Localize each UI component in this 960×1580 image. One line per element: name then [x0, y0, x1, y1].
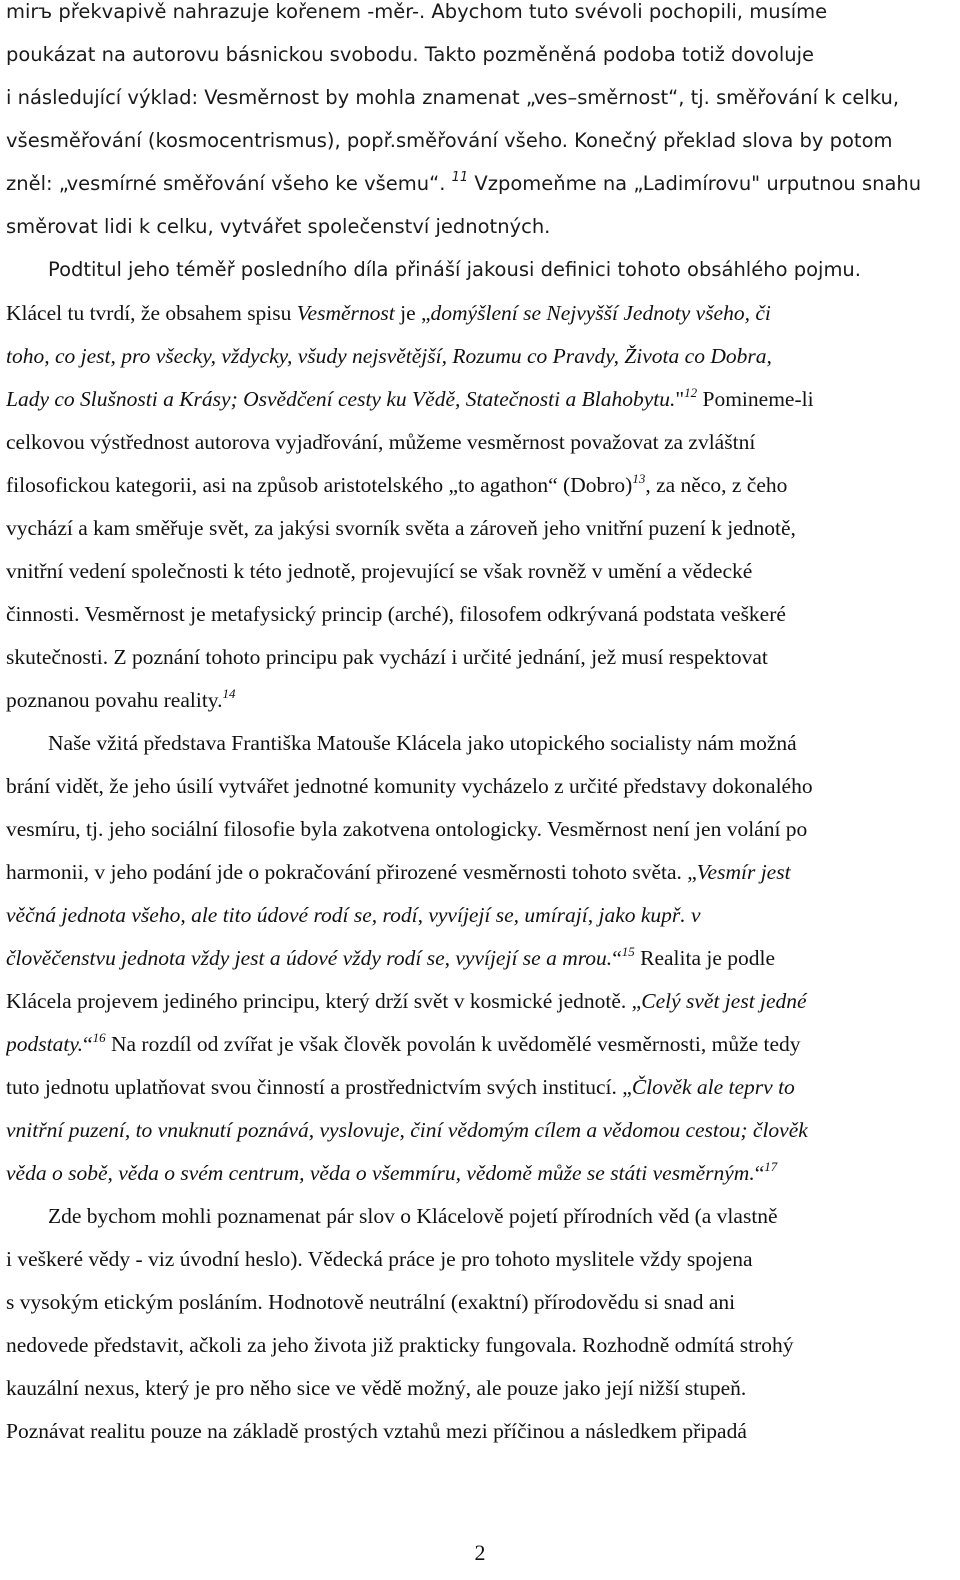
text-line: vnitřní vedení společnosti k této jednotě, projevující se však rovněž v umění a vědecké [6, 559, 753, 583]
text-line: činnosti. Vesměrnost je metafysický princip (arché), filosofem odkrývaná podstata veškeré [6, 602, 786, 626]
footnote-ref: 14 [222, 686, 236, 701]
text-line: harmonii, v jeho podání jde o pokračování přirozené vesměrnosti tohoto světa. „Vesmír jest [6, 860, 791, 884]
text-line: člověčenstvu jednota vždy jest a údové vždy rodí se, vyvíjejí se a mrou.“$^{15}$ Realita je podle [6, 944, 776, 970]
text-line: Klácel tu tvrdí, že obsahem spisu Vesměrnost je „domýšlení se Nejvyšší Jednoty všeho, či [6, 301, 771, 325]
text-line: vnitřní puzení, to vnuknutí poznává, vyslovuje, činí vědomým cílem a vědomou cestou; člověk [6, 1118, 808, 1142]
text-line: věda o sobě, věda o svém centrum, věda o všemmíru, vědomě může se státi vesměrným.“$^{17}$ [6, 1159, 778, 1185]
text-line: podstaty.“$^{16}$ Na rozdíl od zvířat je však člověk povolán k uvědomělé vesměrnosti, může tedy [6, 1030, 801, 1056]
paragraph-start: Podtitul jeho téměř posledního díla přináší jakousi definici tohoto obsáhlého pojmu. [48, 258, 861, 281]
footnote-ref: 17 [764, 1159, 778, 1174]
page-number: 2 [474, 1540, 486, 1565]
text-line: zněl: „vesmírné směřování všeho ke všemu“. $^{11}$ Vzpomeňme na „Ladimírovu" urputnou snahu [6, 170, 922, 195]
footnote-ref: 16 [92, 1030, 106, 1045]
text-line: poukázat na autorovu básnickou svobodu. Takto pozměněná podoba totiž dovoluje [6, 43, 815, 66]
text-line: směrovat lidi k celku, vytvářet společenství jednotných. [6, 215, 551, 238]
text-line: filosofickou kategorii, asi na způsob aristotelského „to agathon“ (Dobro)$^{13}$, za něco, z čeho [6, 471, 788, 497]
footnote-ref: 13 [632, 471, 646, 486]
footnote-ref: 15 [621, 944, 635, 959]
text-line: všesměřování (kosmocentrismus), popř.směřování všeho. Konečný překlad slova by potom [6, 129, 893, 152]
text-line: celkovou výstřednost autorova vyjadřování, můžeme vesměrnost považovat za zvláštní [6, 430, 756, 454]
text-line: tuto jednotu uplatňovat svou činností a prostřednictvím svých institucí. „Člověk ale teprv to [6, 1075, 795, 1099]
text-line: brání vidět, že jeho úsilí vytvářet jednotné komunity vycházelo z určité představy dokonalého [6, 774, 813, 798]
text-line: kauzální nexus, který je pro něho sice ve vědě možný, ale pouze jako její nižší stupeň. [6, 1376, 747, 1400]
text-line: Poznávat realitu pouze na základě prostých vztahů mezi příčinou a následkem připadá [6, 1419, 747, 1443]
footnote-ref: 12 [684, 385, 698, 400]
text-line: mirъ překvapivě nahrazuje kořenem -měr-. Abychom tuto svévoli pochopili, musíme [6, 0, 828, 23]
paragraph-start: Naše vžitá představa Františka Matouše Klácela jako utopického socialisty nám možná [48, 731, 797, 755]
text-line: i následující výklad: Vesměrnost by mohla znamenat „ves–směrnost“, tj. směřování k celku, [6, 86, 900, 109]
text-line: Lady co Slušnosti a Krásy; Osvědčení cesty ku Vědě, Statečnosti a Blahobytu."$^{12}$ Pomineme-li [6, 385, 814, 411]
text-line: nedovede představit, ačkoli za jeho života již prakticky fungovala. Rozhodně odmítá strohý [6, 1333, 794, 1357]
text-line: vesmíru, tj. jeho sociální filosofie byla zakotvena ontologicky. Vesměrnost není jen volání po [6, 817, 808, 841]
text-line: vychází a kam směřuje svět, za jakýsi svorník světa a zároveň jeho vnitřní puzení k jednotě, [6, 516, 796, 540]
text-line: toho, co jest, pro všecky, vždycky, všudy nejsvětější, Rozumu co Pravdy, Života co Dobra, [6, 344, 772, 368]
paragraph-start: Zde bychom mohli poznamenat pár slov o Klácelově pojetí přírodních věd (a vlastně [48, 1204, 778, 1228]
text-line: i veškeré vědy - viz úvodní heslo). Vědecká práce je pro tohoto myslitele vždy spojena [6, 1247, 753, 1271]
text-line: věčná jednota všeho, ale tito údové rodí se, rodí, vyvíjejí se, umírají, jako kupř. v [6, 903, 701, 927]
text-line: skutečnosti. Z poznání tohoto principu pak vychází i určité jednání, jež musí respektovat [6, 645, 768, 669]
text-line: poznanou povahu reality.$^{14}$ [6, 686, 236, 712]
footnote-ref: 11 [451, 170, 469, 185]
text-line: Klácela projevem jediného principu, který drží svět v kosmické jednotě. „Celý svět jest jedné [6, 989, 807, 1013]
text-line: s vysokým etickým posláním. Hodnotově neutrální (exaktní) přírodovědu si snad ani [6, 1290, 736, 1314]
